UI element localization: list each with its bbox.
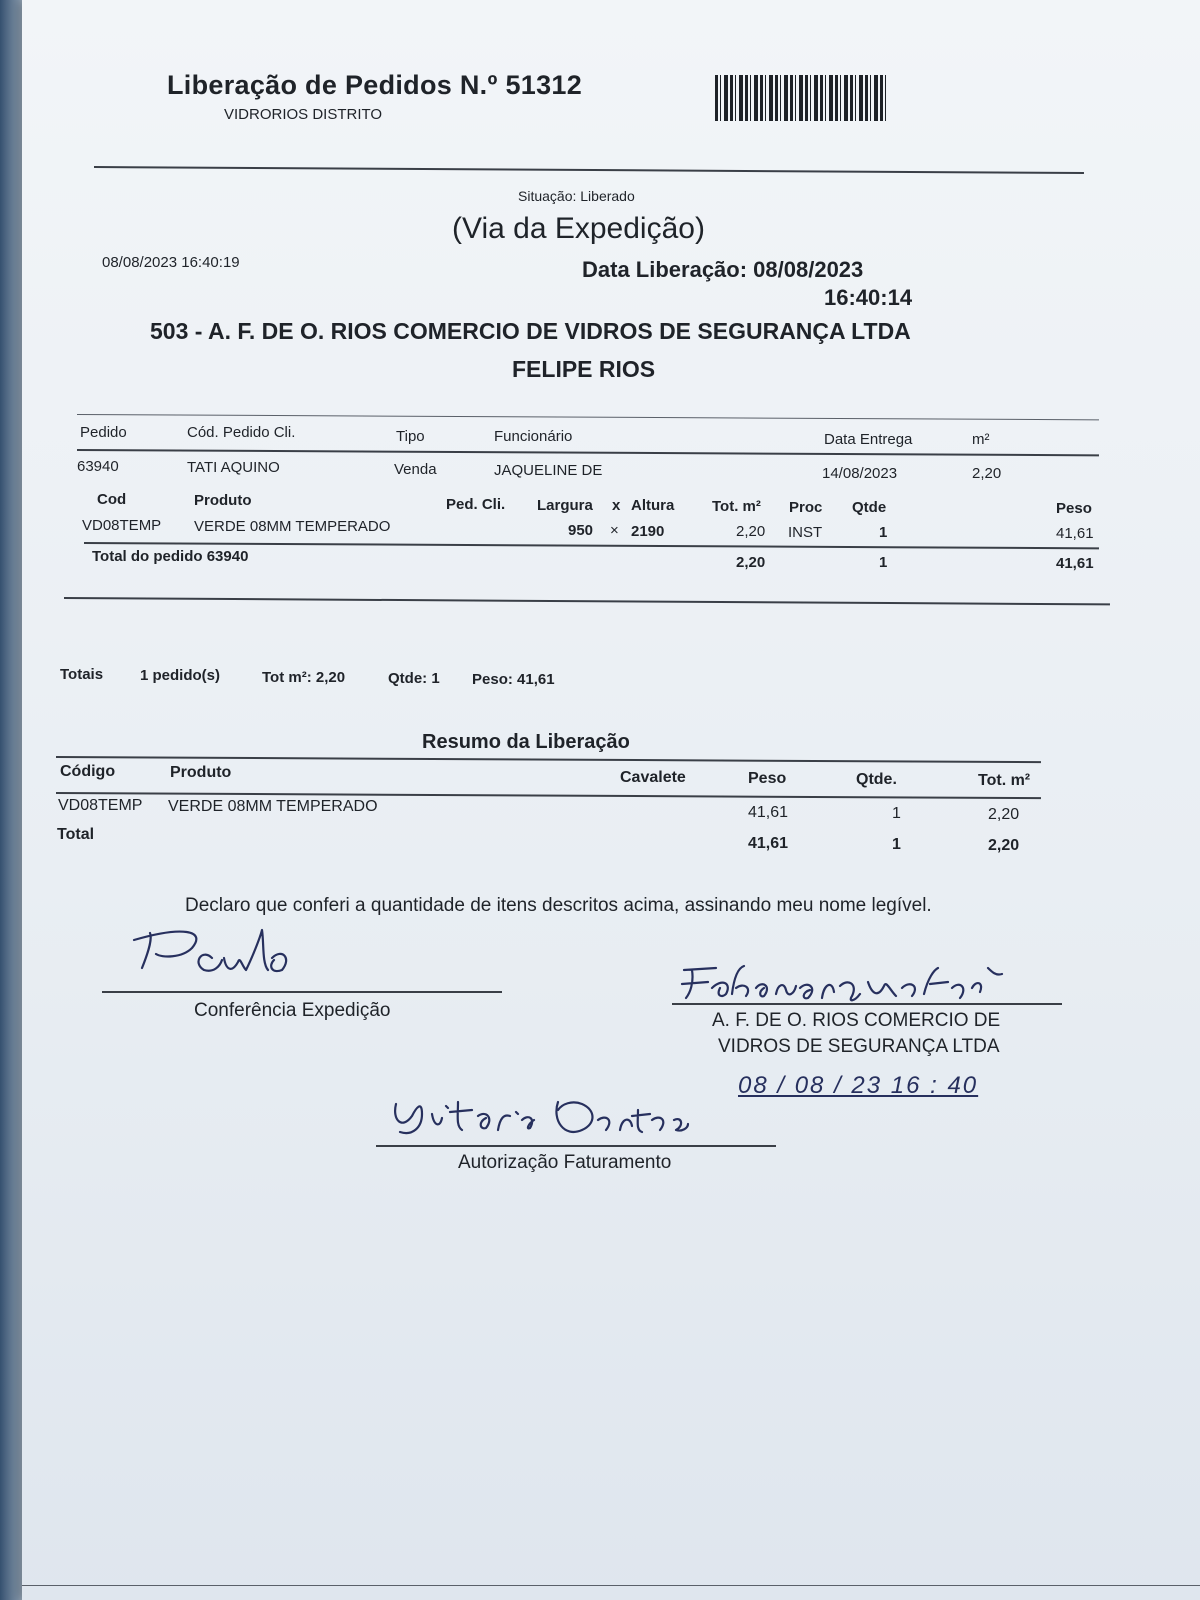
order-total-m2: 2,20 [736,554,766,571]
order-m2: 2,20 [972,465,1002,482]
item-x: × [610,522,619,539]
resumo-produto: VERDE 08MM TEMPERADO [168,798,378,815]
autorizacao-line [376,1145,776,1147]
resumo-header-cavalete: Cavalete [620,769,686,786]
order-header-funcionario: Funcionário [494,428,573,445]
order-table-top-line [77,414,1099,420]
order-header-line [77,449,1099,456]
declaration-text: Declaro que conferi a quantidade de itens descritos acima, assinando meu nome legível. [185,895,932,916]
totals-qtde: Qtde: 1 [388,670,440,687]
order-total-label: Total do pedido 63940 [92,548,249,565]
item-header-tot-m2: Tot. m² [712,498,761,515]
totals-pedidos: 1 pedido(s) [140,667,221,684]
totals-label: Totais [60,666,104,683]
order-data-entrega: 14/08/2023 [822,465,898,482]
resumo-total-label: Total [57,826,95,843]
order-funcionario: JAQUELINE DE [494,462,603,479]
item-altura: 2190 [631,523,665,540]
company-label-line2: VIDROS DE SEGURANÇA LTDA [718,1036,1000,1057]
order-pedido: 63940 [77,458,119,475]
resumo-qtde: 1 [892,805,901,822]
order-total-peso: 41,61 [1056,555,1094,572]
document-page [22,0,1200,1600]
item-cod: VD08TEMP [82,517,162,534]
resumo-top-line [56,756,1041,763]
client-contact: FELIPE RIOS [512,356,656,382]
order-header-cod-cli: Cód. Pedido Cli. [187,424,296,441]
autorizacao-label: Autorização Faturamento [458,1152,672,1173]
resumo-total-peso: 41,61 [748,835,789,852]
item-header-x: x [612,497,621,514]
document-title: Liberação de Pedidos N.º 51312 [167,70,583,100]
client-name: 503 - A. F. DE O. RIOS COMERCIO DE VIDROS DE SEGURANÇA LTDA [150,318,911,344]
resumo-header-tot-m2: Tot. m² [978,772,1031,789]
barcode [715,75,889,121]
signature-conferencia [122,918,382,998]
print-datetime: 08/08/2023 16:40:19 [102,254,240,271]
item-header-cod: Cod [97,491,127,508]
release-date: Data Liberação: 08/08/2023 [582,257,864,282]
resumo-peso: 41,61 [748,804,789,821]
resumo-header-produto: Produto [170,764,232,781]
resumo-total-qtde: 1 [892,836,901,853]
resumo-header-qtde: Qtde. [856,771,897,788]
item-peso: 41,61 [1056,525,1094,542]
item-header-peso: Peso [1056,500,1092,517]
header-divider [94,166,1084,174]
item-header-ped-cli: Ped. Cli. [446,496,506,513]
item-header-largura: Largura [537,497,593,514]
conferencia-label: Conferência Expedição [194,1000,391,1021]
situation-label: Situação: Liberado [518,188,635,204]
order-header-pedido: Pedido [80,424,127,441]
order-header-tipo: Tipo [396,428,425,445]
company-label-line1: A. F. DE O. RIOS COMERCIO DE [712,1010,1001,1031]
resumo-title: Resumo da Liberação [422,731,630,753]
item-qtde: 1 [879,524,888,541]
page-bottom-line [22,1585,1200,1586]
company-name: VIDRORIOS DISTRITO [224,106,383,123]
order-section-divider [64,597,1110,605]
resumo-codigo: VD08TEMP [58,797,143,814]
item-header-qtde: Qtde [852,499,887,516]
resumo-tot-m2: 2,20 [988,806,1020,823]
item-proc: INST [788,524,823,541]
copy-type: (Via da Expedição) [452,212,705,245]
order-header-data-entrega: Data Entrega [824,431,913,448]
item-header-produto: Produto [194,492,252,509]
signature-company [672,958,1052,1008]
resumo-header-peso: Peso [748,770,787,787]
item-header-proc: Proc [789,499,823,516]
resumo-header-codigo: Código [60,763,116,780]
handwritten-date: 08 / 08 / 23 16 : 40 [738,1072,979,1099]
release-time: 16:40:14 [824,285,913,310]
order-cod-cli: TATI AQUINO [187,459,280,476]
order-header-m2: m² [972,431,990,448]
totals-peso: Peso: 41,61 [472,671,555,688]
order-total-qtde: 1 [879,554,888,571]
signature-autorizacao [382,1090,802,1150]
item-tot-m2: 2,20 [736,523,766,540]
item-largura: 950 [568,522,594,539]
order-tipo: Venda [394,461,437,478]
company-signature-line [672,1003,1062,1005]
conferencia-line [102,991,502,993]
totals-m2: Tot m²: 2,20 [262,669,346,686]
resumo-total-m2: 2,20 [988,837,1020,854]
item-header-altura: Altura [631,497,675,514]
item-produto: VERDE 08MM TEMPERADO [194,518,391,535]
